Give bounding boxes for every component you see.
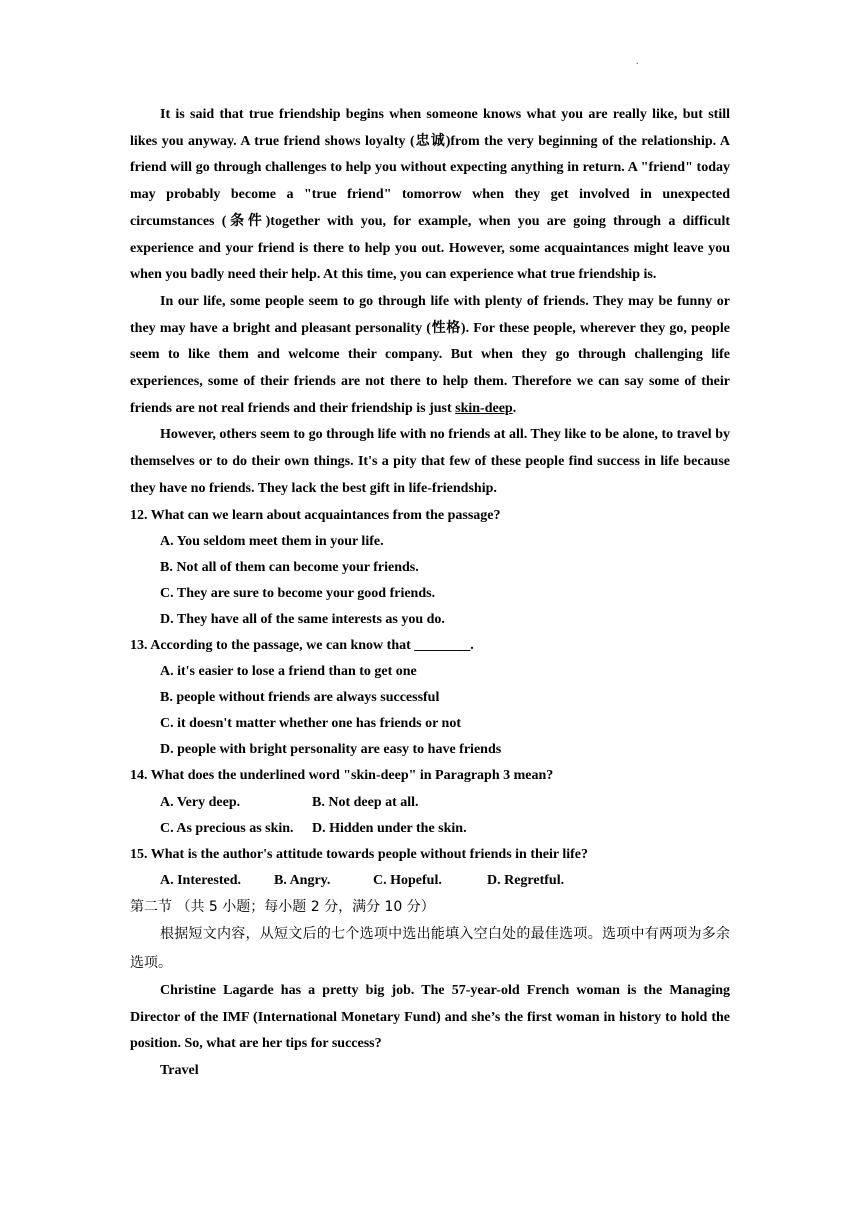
question-15-option-a: A. Interested. [160, 872, 242, 888]
question-13-option-c: C. it doesn't matter whether one has friends or not [160, 716, 461, 732]
underlined-word: skin-deep [455, 400, 513, 416]
question-14-stem: 14. What does the underlined word "skin-deep" in Paragraph 3 mean? [130, 768, 554, 784]
question-12-option-c: C. They are sure to become your good friends. [160, 585, 436, 601]
question-12-stem: 12. What can we learn about acquaintances from the passage? [130, 507, 501, 523]
question-14-option-c: C. As precious as skin. [160, 820, 294, 836]
passage-paragraph-3: However, others seem to go through life with no friends at all. They like to be alone, to travel by themselves or to do their own things. It's a pity that few of these people find success in life because they have no friends. They lack the best gift in life-friendship. [130, 427, 730, 496]
question-13-stem: 13. According to the passage, we can know that ________. [130, 638, 474, 654]
question-14-option-a: A. Very deep. [160, 794, 241, 810]
paragraph-2-end: . [512, 400, 517, 416]
paragraph-2-text: In our life, some people seem to go through life with plenty of friends. They may be funny or they may have a bright and pleasant personality (性格). For these people, wherever they go, people seem to like them and welcome their company. But when they go through challenging life experiences, some of their friends are not there to help them. Therefore we can say some of their friends are not real friends and their friendship is just [130, 293, 730, 416]
question-13-option-d: D. people with bright personality are easy to have friends [160, 742, 502, 758]
question-14-option-b: B. Not deep at all. [312, 794, 419, 810]
page-mark: . [636, 56, 639, 67]
document-content [130, 102, 730, 1085]
passage-paragraph-1: It is said that true friendship begins when someone knows what you are really like, but still likes you anyway. A true friend shows loyalty (忠诚)from the very beginning of the relationship. A friend will go through challenges to help you without expecting anything in return. A "friend" today may probably become a "true friend" tomorrow when they get involved in unexpected circumstances (条件)together with you, for example, when you are going through a difficult experience and your friend is there to help you out. However, some acquaintances might leave you when you badly need their help. At this time, you can experience what true friendship is. [130, 107, 730, 283]
question-13-option-a: A. it's easier to lose a friend than to get one [160, 664, 417, 680]
question-15-options-row [130, 868, 730, 894]
question-14-options-row-1 [130, 790, 730, 816]
question-15-option-b: B. Angry. [274, 872, 331, 888]
section-2-heading: 第二节 （共 5 小题；每小题 2 分，满分 10 分） [130, 898, 435, 915]
question-15-option-d: D. Regretful. [487, 872, 565, 888]
section-2-instruction: 根据短文内容，从短文后的七个选项中选出能填入空白处的最佳选项。选项中有两项为多余选项。 [130, 925, 730, 971]
passage-paragraph-2 [130, 289, 730, 423]
question-12-option-a: A. You seldom meet them in your life. [160, 533, 384, 549]
section-2-paragraph: Christine Lagarde has a pretty big job. The 57-year-old French woman is the Managing Director of the IMF (International Monetary Fund) and she’s the first woman in history to hold the position. So, what are her tips for success? [130, 982, 730, 1052]
question-13-option-b: B. people without friends are always successful [160, 690, 440, 706]
question-12-option-b: B. Not all of them can become your friends. [160, 559, 419, 575]
question-15-stem: 15. What is the author's attitude towards people without friends in their life? [130, 846, 588, 862]
question-15-option-c: C. Hopeful. [373, 872, 442, 888]
section-2-subheading: Travel [160, 1063, 199, 1079]
question-14-options-row-2 [130, 816, 730, 842]
question-14-option-d: D. Hidden under the skin. [312, 820, 467, 836]
question-12-option-d: D. They have all of the same interests as you do. [160, 611, 445, 627]
